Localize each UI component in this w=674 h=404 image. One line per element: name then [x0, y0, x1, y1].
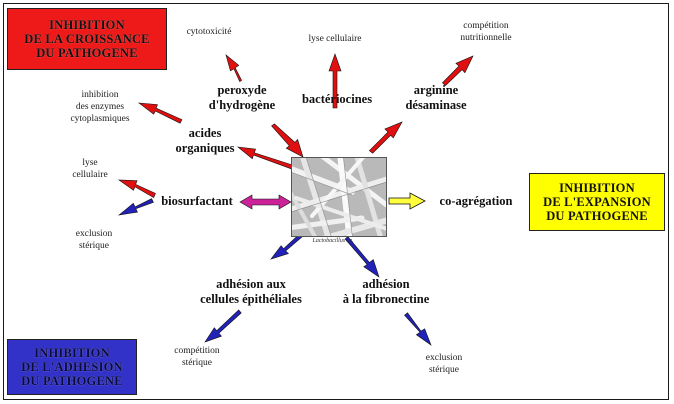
steric-exclusion-right-label	[408, 352, 480, 376]
coaggregation-label	[431, 194, 521, 209]
nutritional-competition-label	[440, 20, 532, 44]
epithelial-line-2: cellules épithéliales	[200, 292, 302, 306]
growth-inhibition-box	[7, 8, 167, 70]
steric-exclusion-left-line-1: exclusion	[75, 229, 113, 239]
steric-exclusion-right-line-2: stérique	[428, 365, 460, 375]
steric-exclusion-right-line-1: exclusion	[425, 353, 463, 363]
coaggregation-line-1: co-agrégation	[439, 194, 513, 208]
adhesion-box-line-3: DU PATHOGENE	[21, 374, 123, 388]
nutritional-competition-line-1: compétition	[463, 21, 509, 31]
growth-box-line-3: DU PATHOGENE	[36, 46, 138, 60]
cell-lysis-left-line-1: lyse	[82, 158, 98, 168]
cell-lysis-left-line-2: cellulaire	[72, 170, 108, 180]
fibronectin-line-2: à la fibronectine	[342, 292, 430, 306]
arrow-center-to-arginine	[369, 122, 402, 153]
arrow-to-enzyme-inhibition	[139, 103, 182, 123]
cytotoxicity-line-1: cytotoxicité	[186, 27, 232, 37]
arginine-line-1: arginine	[413, 83, 459, 97]
biosurfactant-label	[154, 194, 240, 209]
steric-competition-label	[162, 345, 232, 369]
expansion-box-line-2: DE L'EXPANSION	[543, 195, 651, 209]
arrow-center-to-acids	[238, 147, 292, 169]
lactobacillus-micrograph	[291, 157, 387, 237]
cell-lysis-left-label	[62, 157, 118, 181]
steric-competition-line-1: compétition	[174, 346, 220, 356]
steric-exclusion-left-line-2: stérique	[78, 241, 110, 251]
peroxide-label	[206, 83, 278, 113]
organic-acids-line-2: organiques	[175, 141, 235, 155]
arrow-peroxide-to-center	[272, 124, 303, 157]
arrow-center-biosurfactant	[240, 195, 291, 209]
organic-acids-line-1: acides	[188, 126, 222, 140]
fibronectin-adhesion-label	[330, 277, 442, 307]
biosurfactant-line-1: biosurfactant	[161, 194, 233, 208]
arginine-label	[396, 83, 476, 113]
expansion-inhibition-box	[529, 173, 665, 231]
steric-competition-line-2: stérique	[181, 358, 213, 368]
arrow-to-cell-lysis-left	[119, 180, 155, 198]
bacteriocins-label	[292, 92, 382, 107]
enzyme-inhibition-line-1: inhibition	[81, 90, 119, 100]
epithelial-line-1: adhésion aux	[216, 277, 286, 291]
bacteriocins-line-1: bactériocines	[301, 92, 373, 106]
arrow-to-steric-exclusion-left	[119, 199, 153, 215]
arrow-to-nutritional-competition	[443, 56, 474, 86]
enzyme-inhibition-label	[58, 89, 142, 125]
adhesion-inhibition-box	[7, 339, 137, 395]
fibronectin-line-1: adhésion	[362, 277, 410, 291]
enzyme-inhibition-line-3: cytoplasmiques	[70, 114, 130, 124]
cell-lysis-top-label	[294, 33, 376, 45]
arrow-to-steric-exclusion-right	[405, 313, 432, 345]
arrow-to-cytotoxicity	[226, 55, 242, 82]
expansion-box-line-1: INHIBITION	[559, 181, 635, 195]
arginine-line-2: désaminase	[405, 98, 467, 112]
expansion-box-line-3: DU PATHOGENE	[546, 209, 648, 223]
peroxide-line-2: d'hydrogène	[208, 98, 276, 112]
adhesion-box-line-2: DE L'ADHESION	[21, 360, 123, 374]
arrow-center-to-coaggregation	[389, 193, 425, 209]
epithelial-adhesion-label	[192, 277, 310, 307]
nutritional-competition-line-2: nutritionnelle	[460, 33, 512, 43]
steric-exclusion-left-label	[62, 228, 126, 252]
enzyme-inhibition-line-2: des enzymes	[75, 102, 125, 112]
growth-box-line-2: DE LA CROISSANCE	[24, 32, 150, 46]
cytotoxicity-label	[174, 26, 244, 38]
arrow-to-steric-competition	[205, 310, 241, 342]
cell-lysis-top-line-1: lyse cellulaire	[308, 34, 362, 44]
peroxide-line-1: peroxyde	[217, 83, 267, 97]
micrograph-caption: Lactobacillus sp.	[312, 238, 354, 244]
adhesion-box-line-1: INHIBITION	[34, 346, 110, 360]
growth-box-line-1: INHIBITION	[49, 18, 125, 32]
micrograph-image	[292, 158, 387, 237]
organic-acids-label	[165, 126, 245, 156]
